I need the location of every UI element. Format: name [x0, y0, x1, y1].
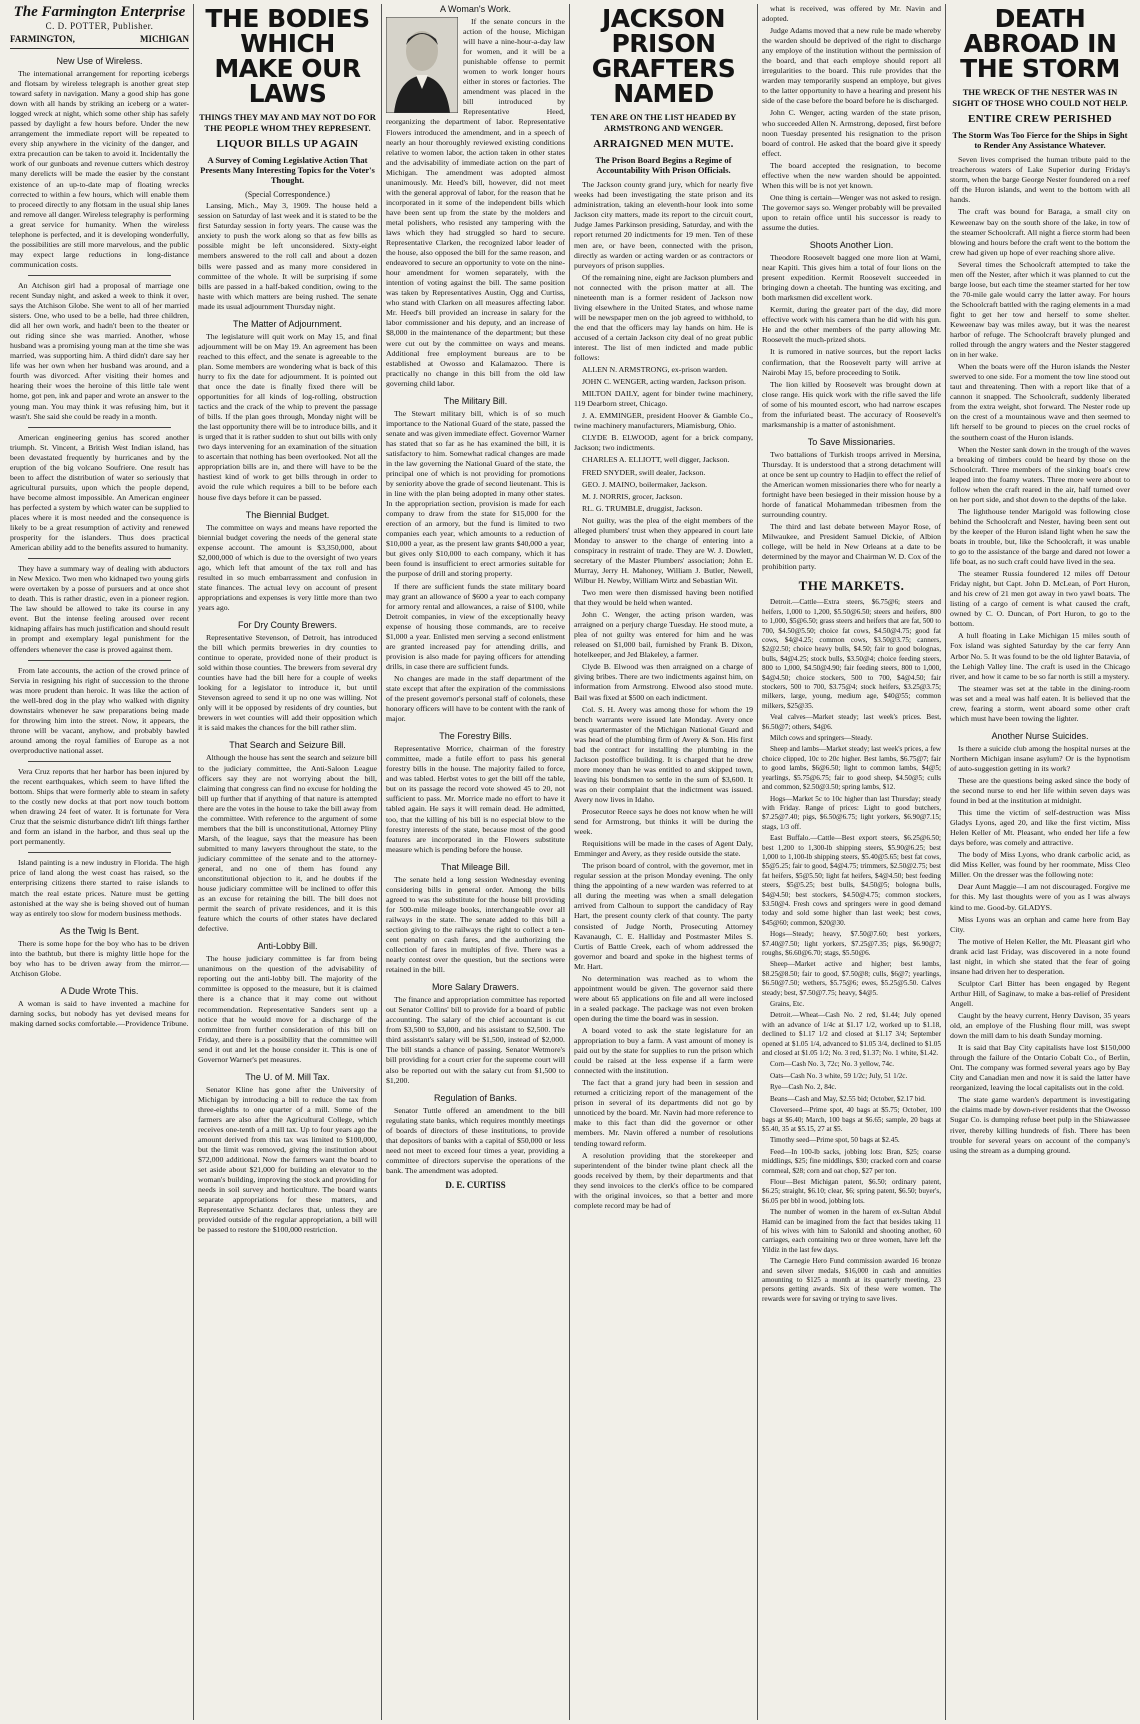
column-2	[194, 4, 382, 1720]
article-paragraph: Judge Adams moved that a new rule be made whereby the warden should be deprived of the right to discharge any employe of the institution without the permission of the board, and that each employe should report all irregularities to the board. This rule provides that the warden may temporarily suspend an employe, but gives to the latter opportunity to have a hearing and present his side of the case before the board before he is discharged.	[762, 26, 941, 106]
column-1	[6, 4, 194, 1720]
signature: D. E. CURTISS	[445, 1179, 506, 1190]
col2-articles	[198, 201, 377, 1235]
article-paragraph: Island painting is a new industry in Florida. The high price of land along the west coast has raised, so the enterprising citizens there started to raise islands to match the real estate prices. Nature must be getting astonished at the way she is being shoved out of human way as entirely too slow for modern business methods.	[10, 858, 189, 918]
column-3	[382, 4, 570, 1720]
article-paragraph: The house judiciary committee is far from being unanimous on the question of the advisability of reporting out the anti-lobby bill. The majority of the committee is opposed to the measure, but it is claimed there is a chance that it may come out without recommendation. Representative Sanders sent up a notice that he would move for a discharge of the committee from further consideration of this bill on Friday, and there is a possibility that the committee will send it out and let the house consider it. This is one of Governor Warner's pet measures.	[198, 954, 377, 1064]
article-paragraph: Is there a suicide club among the hospital nurses at the Northern Michigan insane asylum? Or is the hypnotism of auto-suggestion getting in its work?	[950, 743, 1130, 773]
article-title: The U. of M. Mill Tax.	[245, 1071, 330, 1082]
article-paragraph: It is said that Bay City capitalists have lost $150,000 through the failure of the Ontario Cobalt Co., of Berlin, Ont. The company was formed several years ago by Bay City and Canadian men and now it is said the latter have reorganized, leaving the local capitalists out in the cold.	[950, 1043, 1130, 1093]
article-paragraph: This time the victim of self-destruction was Miss Gladys Lyons, aged 20, and like the first victim, Miss Helen Keller of Mt. Pleasant, who ended her life a few days before, was comely and attractive.	[950, 808, 1130, 848]
col4-articles	[574, 180, 753, 1211]
article-paragraph: If there are sufficient funds the state military board may grant an allowance of $600 a year to each company for armory rental and allowances, a raise of $100, while Detroit companies, in view of the exceptionally heavy expense of housing those commands, are to receive $1,000 a year. Enlisted men serving a second enlistment are granted increased pay for attending drills, and provision is also made for paying officers for attending drills, in case there are sufficient funds.	[386, 581, 565, 671]
article-title: The Forestry Bills.	[439, 731, 512, 742]
subhead: ARRAIGNED MEN MUTE.	[593, 138, 734, 151]
headline: DEATH ABROAD IN THE STORM	[960, 4, 1120, 83]
article-paragraph: From late accounts, the action of the crowd prince of Servia in resigning his right of succession to the throne was more prudent than heroic. It was like the action of the well-bred dog in the play who walked with dignity downstairs whenever he saw preparations being made for throwing him into the street. Now, it appears, the throne will be vacant, anyhow, and probably bawled around among the royal families of Europe as a not overproductive national asset.	[10, 665, 189, 755]
column-6	[946, 4, 1134, 1720]
article-paragraph: The fact that a grand jury had been in session and returned a criticizing report of the management of the prison in several of its departments did not go by unnoticed by the board. Mr. Navin had more reference to make to this fact than did the governor or other members. Mr. Navin offered a number of resolutions tending toward reform.	[574, 1078, 753, 1148]
subhead: LIQUOR BILLS UP AGAIN	[216, 138, 359, 151]
article-title: More Salary Drawers.	[431, 982, 520, 993]
article-paragraph: The legislature will quit work on May 15, and final adjournment will be on May 19. An agreement has been reached to this effect, and the senate is agreeable to the plan. Some members are wondering what is back of this hurry to fix the date for adjournment. It is pointed out that once the date is finally fixed there will be opportunities for all kinds of log-rolling, obstruction tactics and the crack of the whip to prevent the passage of bills. If the plan goes through, Monday night will be the last opportunity there will be to introduce bills, and it is urged that it is rather sudden to shut out bills with only two days intervening for an examination of the situation to ascertain that nothing has been overlooked. Not all the appropriation bills are in, and there will have to be the hastiest kind of work to get bills through in order to avoid the rule which requires a bill to be before each house five days before it can be passed.	[198, 331, 377, 502]
article-paragraph: The international arrangement for reporting icebergs and flotsam by wireless telegraph is another great step toward safety in navigation. Many a good ship has gone down with all hands by striking an iceberg or a water-logged wreck at night, which some other ship has safely passed by daylight a few hours before. Under the new arrangement the immediate report will be repeated to every ship anywhere in the vicinity of the danger, and extra precaution can be taken to avoid it. Incidentally the work of our gunboats and revenue cutters which destroy many derelicts will be made the easier by the constant existence of an up-to-date map of floating wrecks corrected to within a few hours, which will enable them to proceed directly to any flotsam in the usual ship lanes and remove all danger. Wireless telegraphy is performing a great service for humanity. When the wireless telephone is perfected, and it is developing wonderfully, the possibilities are still more marvelous, and the public may expect large reductions in long-distance communication costs.	[10, 69, 189, 269]
article-paragraph: A woman is said to have invented a machine for darning socks, but nobody has yet devised means for making darned socks comfortable.—Providence Tribune.	[10, 998, 189, 1028]
article-paragraph: Theodore Roosevelt bagged one more lion at Wami, near Kapiti. This gives him a total of four lions on the present expedition. Kermit Roosevelt succeeded in bringing down a cheetah. The hunting was exciting, and both marksmen did excellent work.	[762, 253, 941, 303]
article-title: A Dude Wrote This.	[60, 985, 139, 996]
article-paragraph: Seven lives comprised the human tribute paid to the treacherous waters of Lake Superior during Friday's storm, when the barge George Nester foundered on a reef off the Huron islands, and went to the bottom with all hands.	[950, 155, 1130, 205]
masthead-city: FARMINGTON,	[10, 34, 75, 44]
market-entry: Detroit.—Wheat—Cash No. 2 red, $1.44; July opened with an advance of 1/4c at $1.17 1/2, worked up to $1.18, declined to $1.17 1/2 and closed at $1.17 3/4; September opened at $1.05 1/4, advanced to $1.05 3/4, declined to $1.05 and closed at $1.05 1/2; No. 3 red, $1.37; No. 1 white, $1.42.	[762, 1011, 941, 1058]
market-entry: The Carnegie Hero Fund commission awarded 16 bronze and seven silver medals, $16,000 in cash and annuities amounting to $125 a month at its quarterly meeting, 23 persons getting awards. Six of these were women. The rewards were for saving or trying to save lives.	[762, 1257, 941, 1303]
article-paragraph: The finance and appropriation committee has reported out Senator Collins' bill to provide for a board of public accounting. The salary of the chief accountant is cut from $3,500 to $3,000, and his assistant to $2,500. The third assistant's salary will be $1,500, instead of $2,000. The bill stands a chance of passing. Senator Wetmore's bill providing for a court crier for the supreme court will also be reported out with the salary cut from $1,500 to $1,200.	[386, 995, 565, 1085]
market-entry: Grains, Etc.	[770, 1000, 805, 1009]
article-paragraph: No changes are made in the staff department of the state except that after the expiration of the commissions of the present governor's personal staff of colonels, these honorary officers will have to be content with the rank of major.	[386, 673, 565, 724]
article-paragraph: The lion killed by Roosevelt was brought down at close range. His quick work with the rifle saved the life of some of his mounted escort, who had narrow escapes from the infuriated beast. The accuracy of Roosevelt's marksmanship is a matter of astonishment.	[762, 379, 941, 429]
article-paragraph: Sculptor Carl Bitter has been engaged by Regent Arthur Hill, of Saginaw, to make a bas-relief of President Angell.	[950, 978, 1130, 1008]
divider	[28, 275, 171, 276]
article-title: The Military Bill.	[443, 395, 508, 406]
market-entry: East Buffalo.—Cattle—Best export steers, $6.25@6.50; best 1,200 to 1,300-lb shipping steers, $5.90@6.25; best 1,000 to 1,100-lb shipping steers, $5.40@5.65; best fat cows, $5@5.25; fair to good, $4@4.75; trimmers, $2.50@2.75; best fat heifers, $5@5.50; light fat heifers, $4@4.50; best feeding steers, $5@5.25; best bulls, $4.50@5; bologna bulls, $4@4.50; best stockers, $4.50@4.75; common stockers, $3.50@4. Fresh cows and springers were in good demand today and sold some higher than last week; best cows, $45@60; common, $20@30.	[762, 834, 941, 927]
article-paragraph: The motive of Helen Keller, the Mt. Pleasant girl who drank acid last Friday, was discovered in a note found last night, in which she stated that the fear of going insane had driven her to desperation.	[950, 936, 1130, 976]
headline: JACKSON PRISON GRAFTERS NAMED	[591, 4, 736, 108]
article-paragraph: The craft was bound for Baraga, a small city on Keweenaw bay on the south shore of the lake, in tow of the steamer Schoolcraft. All night a fierce storm had been blowing and hours before the craft went to the bottom the crew had given up hope of ever reaching shore alive.	[950, 207, 1130, 257]
article-paragraph: The steamer was set at the table in the dining-room was set and a meal was half eaten. It is believed that the crew, fearing a storm, went aboard some other craft which must have been towing the lighter.	[950, 683, 1130, 723]
article-paragraph: A resolution providing that the storekeeper and superintendent of the binder twine plant check all the goods received by them, by their departments and that they send invoices to the clerk's office to be compared with the original invoices, so that a better and more complete record may be had of	[574, 1150, 753, 1210]
col5-articles	[762, 4, 941, 572]
deck: THE WRECK OF THE NESTER WAS IN SIGHT OF THOSE WHO COULD NOT HELP.	[952, 87, 1128, 108]
market-entry: Feed—In 100-lb sacks, jobbing lots: Bran, $25; coarse middlings, $25; fine middlings, $30; cracked corn and coarse cornmeal, $28; corn and oat chop, $27 per ton.	[762, 1147, 941, 1175]
article-paragraph: Several times the Schoolcraft attempted to take the men off the Nester, after which it was planned to cut the barge loose, but each time the steamer started for her tow the 70-mile gale would carry the latter away. For hours the Schoolcraft battled with the raging elements in a mad fight to get her tow and herself to some shelter. Keweenaw bay was miles away, but it was the nearest harbor of refuge. The Schoolcraft bravely plunged and rolled through the angry waters and the Nester staggered on in her wake.	[950, 259, 1130, 360]
article-title: For Dry County Brewers.	[237, 619, 338, 630]
article-paragraph: Representative Stevenson, of Detroit, has introduced the bill which permits breweries in dry counties to continue to operate, provided none of their product is sold within those counties. The brewers from several dry counties have had the bill here for a couple of weeks looking for a legislator to introduce it, but until Stevenson agreed to send it up no one was willing. Not only will it be opposed by residents of dry counties, but brewers in wet counties will add their opposition which it is said makes the chances for the bill rather slim.	[198, 632, 377, 733]
market-entry: Veal calves—Market steady; last week's prices. Best, $6.50@7; others, $4@6.	[762, 713, 941, 731]
market-entry: Flour—Best Michigan patent, $6.50; ordinary patent, $6.25; straight, $6.10; clear, $6; spring patent, $6.50; buyer's, $6.05 per bbl in wood, jobbing lots.	[762, 1177, 941, 1205]
market-entry: Oats—Cash No. 3 white, 59 1/2c; July, 51 1/2c.	[770, 1071, 908, 1080]
portrait-caption: A Woman's Work.	[440, 4, 511, 14]
article-paragraph: RL. G. TRUMBLE, druggist, Jackson.	[582, 503, 703, 513]
article-paragraph: John C. Wenger, the acting prison warden, was arraigned on a perjury charge Tuesday. He stood mute, a plea of not guilty was entered for him and he was released on $1,000 bail, furnished by Frank B. Dixon, hotelkeeper, and Jed Blakeley, a farmer.	[574, 610, 753, 660]
divider	[28, 558, 171, 559]
article-paragraph: One thing is certain—Wenger was not asked to resign. The governor says so. Wenger probably will be prevailed upon to retain office until his successor is ready to assume the duties.	[762, 192, 941, 232]
portrait-engraving	[386, 17, 458, 113]
market-entry: Sheep—Market active and higher; best lambs, $8.25@8.50; fair to good, $7.50@8; culls, $6@7; yearlings, $6.50@7.50; wethers, $5.75@6; ewes, $5.25@5.50. Calves steady; best, $7.50@7.75; heavy, $4@5.	[762, 960, 941, 997]
divider	[28, 427, 171, 428]
article-paragraph: Two men were then dismissed having been notified that they would be held when wanted.	[574, 588, 753, 608]
article-title: That Mileage Bill.	[440, 861, 511, 872]
article-paragraph: They have a summary way of dealing with abductors in New Mexico. Two men who kidnaped two young girls were overtaken by a posse of pursuers and at once shot to death. This is rather drastic, even in a pioneer region. The law should be allowed to take its course in any event. But the intense feeling aroused over recent kidnaping affairs has much justification and should result in prompt and exemplary legal punishment for the offenders whenever the case is proved against them.	[10, 564, 189, 654]
divider	[28, 761, 171, 762]
article-paragraph: CHARLES A. ELLIOTT, well digger, Jackson.	[582, 455, 730, 465]
market-entry: The number of women in the harem of ex-Sultan Abdul Hamid can be imagined from the fact that besides taking 11 of his wives with him to Salonikl and shooting another, 60 carriages, each containing two or three women, have left the Yildiz in the last few days.	[762, 1208, 941, 1254]
article-paragraph: Miss Lyons was an orphan and came here from Bay City.	[950, 914, 1130, 934]
article-paragraph: MILTON DAILY, agent for binder twine machinery, 119 Dearborn street, Chicago.	[574, 389, 753, 409]
article-title: As the Twig Is Bent.	[59, 925, 140, 936]
article-title: The Matter of Adjournment.	[232, 318, 343, 329]
columns	[6, 4, 1134, 1720]
article-paragraph: Prosecutor Reece says he does not know when he will send for Armstrong, but thinks it will be during the week.	[574, 807, 753, 837]
article-paragraph: The Stewart military bill, which is of so much importance to the National Guard of the state, passed the senate and was given immediate effect. Governor Warner has stated that so far as he has examined the bill, it is satisfactory to him. Somewhat radical changes are made in the law governing the National Guard of the state, the principal one of which is not providing for promotions by seniority above the grade of second lieutenant. This is in line with the plan being adopted in many other states. In the appropriation section, provision is made for each company to draw from the state for $15,000 for the erection of an armory, but the fund is limited to two companies each year, which amounts to a reduction of $10,000 a year, as the present law grants $40,000 a year, but gives only $10,000 to each company, which it has been found is insufficient to erect armories suitable for the purpose of drill and storing property.	[386, 408, 565, 579]
article-paragraph: The prison board of control, with the governor, met in regular session at the prison Monday evening. The only thing the appointing of a new warden was referred to at all during the meeting was when a small delegation arrived from Calhoun to support the candidacy of Ray Hart, the present county clerk of that county. The party consisted of Judge North, Prosecuting Attorney Kavanaugh, C. E. Halliday and Postmaster Miles S. Curtis of Battle Creek, each of whom addressed the governor and board and spoke in the highest terms of Mr. Hart.	[574, 861, 753, 971]
article-paragraph: The third and last debate between Mayor Rose, of Milwaukee, and President Samuel Dickie, of Albion college, will be held in New Orleans at a date to be determined by the mayor and Chairman W. D. Cox of the prohibition party.	[762, 522, 941, 572]
article-paragraph: When the boats were off the Huron islands the Nester swerved to one side. For a moment the tow line stood out taut and threatening. Then with a report like that of a cannon it snapped. The Schoolcraft, suddenly liberated from the extra weight, shot forward. The Nester rode up on the crest of a mountainous wave and then seemed to lift herself to be ground to pieces on the cruel rocks of the southern coast of the Huron islands.	[950, 362, 1130, 442]
article-title: Anti-Lobby Bill.	[257, 941, 318, 952]
article-title: Regulation of Banks.	[433, 1092, 518, 1103]
article-paragraph: The body of Miss Lyons, who drank carbolic acid, as did Miss Keller, was found by her roommate, Miss Cleo Miller. On the dresser was the following note:	[950, 850, 1130, 880]
deck: TEN ARE ON THE LIST HEADED BY ARMSTRONG AND WENGER.	[590, 112, 737, 133]
col1-articles	[10, 56, 189, 1029]
article-paragraph: No determination was reached as to whom the appointment would be given. The governor said there were about 65 applications on file and all were inclosed in a sealed package. The package was not even broken open during the time the board was in session.	[574, 973, 753, 1023]
article-paragraph: Requisitions will be made in the cases of Agent Daly, Emminger and Avery, as they reside outside the state.	[574, 839, 753, 859]
article-paragraph: The lighthouse tender Marigold was following close behind the Schoolcraft and Nester, having been sent out by the keeper of the Huron island light when he saw the boats in trouble, but, like the Schoolcraft, it was unable to go to the assistance of the barge and dared not lower a life boat, as no such craft could have lived in the sea.	[950, 506, 1130, 567]
market-entry: Rye—Cash No. 2, 84c.	[770, 1083, 837, 1092]
article-paragraph: Not guilty, was the plea of the eight members of the alleged plumbers' trust when they appeared in court late Monday to answer to the charge of entering into a conspiracy in restraint of trade. They are W. J. Dowlett, secretary of the Master Plumbers' association; John E. Murray, Jerry H. Mahoney, William J. Butler, Newell, Wilbur H. Newby, William Wirtz and Sebastian Wit.	[574, 515, 753, 585]
article-paragraph: J. A. EMMINGER, president Hoover & Gamble Co., twine machinery manufacturers, Miamisburg, Ohio.	[574, 411, 753, 431]
market-entry: Sheep and lambs—Market steady; last week's prices, a few choice clipped, 10c to 20c higher. Best lambs, $6.75@7; fair to good lambs, $6@6.50; light to common lambs, $4@5; yearlings, $5.75@6.75; fair to good sheep, $4.50@5; culls and common, $2.50@3.50; spring lambs, $12.	[762, 745, 941, 792]
market-entry: Corn—Cash No. 3, 72c; No. 3 yellow, 74c.	[770, 1060, 895, 1069]
column-4	[570, 4, 758, 1720]
market-entry: Hogs—Steady; heavy, $7.50@7.60; best yorkers, $7.40@7.50; light yorkers, $7.25@7.35; pigs, $6.90@7; roughs, $6.60@6.70; stags, $5.50@6.	[762, 930, 941, 958]
article-paragraph: Representative Morrice, chairman of the forestry committee, made a futile effort to pass his general forestry bills in the house. The majority failed to force, and was tabled. Herbst votes to get the bill off the table, but on its passage the record vote showed 45 to 20, not sufficient to pass. Mr. Morrice made no effort to have it tabled again. He says it will remain dead. He admitted, too, that the killing of his bill is no especial blow to the forestry interests of the state, because most of the good features are incorporated in the Flowers substitute measure which is pending before the house.	[386, 744, 565, 854]
correspondence-line: (Special Correspondence.)	[245, 190, 330, 200]
article-paragraph: Of the remaining nine, eight are Jackson plumbers and not connected with the prison matter at all. The nineteenth man is a former resident of Jackson now living elsewhere in the United States, and whose name will be newspaper men on the job agreed to withhold, to the end that the officers may lay hands on him. He is accused of a certain Jackson city deal of no great public interest. The list of men indicted and made public follows:	[574, 272, 753, 363]
article-paragraph: These are the questions being asked since the body of the second nurse to end her life within seven days was found in bed at the institution at midnight.	[950, 775, 1130, 806]
article-paragraph: The Jackson county grand jury, which for nearly five weeks had been investigating the state prison and its administration, taking an eleventh-hour look into some Jackson city matters, made its report to the circuit court, Judge James Parkinson presiding, Saturday, and with the report returned 20 indictments for 19 men. Ten of these men are, or have been, connected with the prison, directly as warden or acting warden or as contractors or purveyors of prison supplies.	[574, 180, 753, 270]
subdeck: A Survey of Coming Legislative Action That Presents Many Interesting Topics for the Voter's Thought.	[200, 155, 375, 186]
article-paragraph: There is some hope for the boy who has to be driven into the bathtub, but there is mighty little hope for the boy who has to be driven away from the mirror.—Atchison Globe.	[10, 938, 189, 978]
article-paragraph: Kermit, during the greater part of the day, did more effective work with his camera than he did with his gun. He and the other members of the party allowing Mr. Roosevelt the much-prized shots.	[762, 305, 941, 345]
article-paragraph: A board voted to ask the state legislature for an appropriation to buy a farm. A vast amount of money is paid out by the state for supplies to run the prison which could be raised at the less expense if a farm were connected with the institution.	[574, 1026, 753, 1076]
market-entry: Timothy seed—Prime spot, 50 bags at $2.45.	[770, 1136, 900, 1145]
article-paragraph: Col. S. H. Avery was among those for whom the 19 bench warrants were issued late Monday. Avery once was quartermaster of the Michigan National Guard and was head of the plumbing firm of Avery & Son. His first bad the contract for installing the plumbing in the Jackson postoffice building. It is charged that he drew more money than he was entitled to and skipped town, leaving his bondsmen to settle in the sum of $3,600. It was on their complaint that the indictment was issued. Avery now lives in Idaho.	[574, 704, 753, 804]
markets-title: THE MARKETS.	[798, 578, 905, 594]
paper-name: The Farmington Enterprise	[13, 4, 186, 20]
article-paragraph: When the Nester sank down in the trough of the waves a breaking of timbers could be heard by those on the Schoolcraft. Three members of the sinking boat's crew leaped into the foamy waters. Three more were about to follow when the craft reared in the air, half turned over on her port side, and shot down to the depths of the lake.	[950, 444, 1130, 504]
divider	[28, 852, 171, 853]
deck: THINGS THEY MAY AND MAY NOT DO FOR THE PEOPLE WHOM THEY REPRESENT.	[199, 112, 376, 133]
market-entry: Cloverseed—Prime spot, 40 bags at $5.75; October, 100 bags at $6.40; March, 100 bags at $6.65; sample, 20 bags at $5.40, 35 at $5.15, 27 at $5.	[762, 1106, 941, 1133]
article-paragraph: The committee on ways and means have reported the biennial budget covering the needs of the general state expense account. The amount is $3,350,000, about $2,000,000 of which is due to the oversight of two years ago, which left that amount of the tax roll and has resulted in so much embarrassment and confusion in state finances. The actual levy on account of present appropriations and expenses is very little more than two years ago.	[198, 522, 377, 612]
article-paragraph: A hull floating in Lake Michigan 15 miles south of Fox island was sighted Saturday by the car ferry Ann Arbor No. 5. It was found to be the old lighter Batavia, of the Lehigh Valley line. The craft is used in the Chicago river, and how it came to be so far north is still a mystery.	[950, 631, 1130, 681]
article-title: Another Nurse Suicides.	[991, 730, 1089, 741]
subdeck: The Prison Board Begins a Regime of Accountability With Prison Officials.	[595, 155, 732, 176]
article-paragraph: GEO. J. MAINO, boilermaker, Jackson.	[582, 479, 708, 489]
article-title: New Use of Wireless.	[56, 56, 143, 66]
article-paragraph: Two battalions of Turkish troops arrived in Mersina, Thursday. It is understood that a strong detachment will at once be sent up country to Hadjin to effect the relief of the American women missionaries there who for nearly a fortnight have been besieged in their mission house by a horde of fanatical Mohammedan tribesmen from the surrounding country.	[762, 449, 941, 520]
col6-articles	[950, 155, 1130, 1155]
article-paragraph: M. J. NORRIS, grocer, Jackson.	[582, 491, 683, 501]
article-paragraph: If the senate concurs in the action of the house, Michigan will have a nine-hour-a-day law for women, and it will be a punishable offense to permit women to work longer hours either in stores or factories. The amendment was placed in the bill introduced by Representative Heed, reorganizing the department of labor. Representative Flowers introduced the amendment, and in a speech of nearly an hour thoroughly reviewed existing conditions relative to women labor, the action taken in other states and the advisability of immediate action on the part of Michigan. The amendment was adopted almost unanimously. Mr. Heed's bill, however, did not meet with the general approval of labor, for the reason that he incorporated in it some of the independent bills which have been sent up from the state by the molders and metal polishers, who resisted any tampering with the laws which they had struggled so hard to secure. Representative Clarken, the recognized labor leader of the house, also opposed the bill for the same reason, and endeavored to secure an opportunity to vote on the nine-hour amendment for women separately, with the intention of voting against the bill. The same position was taken by Representatives Austin, Ogg and Curtiss, who stand with Clarken on all measures affecting labor. Mr. Heed's bill provided an increase in salary for the labor commissioner and his deputy, and an increase of $8,000 in the maintenance of the department; but these were cut out by the committee on ways and means. Additional free employment bureaus are to be established at Owosso and Kalamazoo. There is practically no change in this bill from the old law governing child labor.	[386, 17, 565, 388]
article-paragraph: ALLEN N. ARMSTRONG, ex-prison warden.	[582, 365, 728, 375]
publisher: C. D. POTTER, Publisher.	[45, 21, 154, 31]
market-entry: Beans—Cash and May, $2.55 bid; October, $2.17 bid.	[770, 1094, 926, 1103]
article-paragraph: FRED SNYDER, swill dealer, Jackson.	[582, 467, 706, 477]
masthead-dateline	[10, 34, 189, 44]
article-title: To Save Missionaries.	[807, 436, 896, 447]
article-paragraph: CLYDE B. ELWOOD, agent for a brick company, Jackson; two indictments.	[574, 433, 753, 453]
article-paragraph: The board accepted the resignation, to become effective when the new warden should be appointed. When this will be is not yet known.	[762, 160, 941, 190]
article-paragraph: Lansing, Mich., May 3, 1909. The house held a session on Saturday of last week and it is stated to be the first Saturday session in forty years. The cause was the anxiety to push the work along so that as few bills as possible might be left unconsidered. Sixty-eight members answered to the roll call and about a dozen bills were passed and as many more considered in committee of the whole. It will be surprising if some bills are passed in a half-baked condition, owing to the haste with which matters are being rushed. The senate made its usual adjournment Thursday night.	[198, 201, 377, 311]
article-paragraph: Clyde B. Elwood was then arraigned on a charge of giving bribes. There are two indictments against him, on information from Armstrong. Elwood also stood mute. Bail was fixed at $500 on each indictment.	[574, 662, 753, 702]
subdeck: The Storm Was Too Fierce for the Ships in Sight to Render Any Assistance Whatever.	[952, 130, 1128, 151]
divider	[28, 660, 171, 661]
article-title: Shoots Another Lion.	[809, 240, 894, 251]
article-paragraph: An Atchison girl had a proposal of marriage one recent Sunday night, and asked a week to think it over, says the Atchison Globe. She went to all of her married sisters. One, who used to be a belle, had three children, did all her own work, and hadn't been to the theater or out riding since she was married. Another, whose husband was a promising young man at the time she was married, was supporting him. A third didn't dare say her life was her own when her husband was around, and a fourth was divorced. After visiting their homes and hearing their woes the heroine of this little tale went home, got pen, ink and paper and wrote an answer to the young man. You may think it was refusing him, but it wasn't. She said she could be ready in a month.	[10, 280, 189, 421]
article-paragraph: Caught by the heavy current, Henry Davison, 35 years old, an employe of the Flushing flour mill, was swept down the mill dam to his death Sunday morning.	[950, 1011, 1130, 1041]
headline: THE BODIES WHICH MAKE OUR LAWS	[205, 4, 370, 108]
column-5	[758, 4, 946, 1720]
market-entry: Hogs—Market 5c to 10c higher than last Thursday; steady with Friday. Range of prices: Light to good butchers, $7.25@7.40; pigs, $6.50@6.75; light yorkers, $6.90@7.15; stags, 1/3 off.	[762, 794, 941, 831]
article-paragraph: Senator Tuttle offered an amendment to the bill regulating state banks, which requires monthly meetings of boards of directors of these institutions, to provide that depositors of banks with a capital of $50,000 or less need not meet to exceed four times a year, providing a committee of directors supervise the operations of the bank. The amendment was adopted.	[386, 1105, 565, 1175]
article-title: That Search and Seizure Bill.	[229, 740, 346, 751]
subhead: ENTIRE CREW PERISHED	[968, 113, 1112, 126]
market-entry: Milch cows and springers—Steady.	[770, 734, 873, 743]
article-paragraph: Although the house has sent the search and seizure bill to the judiciary committee, the Anti-Saloon League officers say they are not worrying about the bill, claiming that congress can find no excuse for holding the bill up further that if anything of that nature is attempted there are the votes in the house to take the bill away from the committee. With reference to the argument of some members that the bill is unconstitutional, Attorney Pliny Marsh, of the league, says that the measure has been submitted to many lawyers throughout the state, to the judiciary committee of the senate and to the attorney-general, and no one of them has found any unconstitutional objection to it, and he doubts if the house judiciary committee will be inclined to offer this as an excuse for retaining the bill. The bill does not permit the search of private residences, and it is this feature which the courts of other states have declared defective.	[198, 753, 377, 934]
article-paragraph: The steamer Russia foundered 12 miles off Detour Friday night, but Capt. John D. McLean, of Port Huron, and his crew of 21 men got away in two yawl boats. The listing of a cargo of cement is what caused the craft, owned by C. O. Duncan, of Port Huron, to go to the bottom.	[950, 569, 1130, 629]
article-paragraph: Senator Kline has gone after the University of Michigan by introducing a bill to reduce the tax from three-eighths to one quarter of a mill. Some of the farmers are also after the Agricultural College, which receives one-tenth of a mill tax. Up to four years ago the amount derived from this tax was limited to $100,000, but the limit was removed, giving the institution about $72,000 additional. Now the farmers want the board to set aside about $21,000 for building an elevator to the woman's building, improving the stock and providing for needs in soil survey and horticulture. The board wants separate appropriations for these matters, and Representative Schantz declares that, unless they are provided outside of the regular appropriation, a bill will be passed to restore the $100,000 restriction.	[198, 1084, 377, 1235]
article-paragraph: The senate held a long session Wednesday evening considering bills in general order. Among the bills agreed to was the substitute for the house bill providing for 500-mile mileage books, interchangeable over all railways in the state. The senate added to this bill a section giving to the railways the right to collect a ten-cent penalty on cash fares, and the authorizing the collection of fares in multiples of five. There was a nearly contest over the question, but the sections were retained in the bill.	[386, 874, 565, 975]
article-paragraph: what is received, was offered by Mr. Navin and adopted.	[762, 4, 941, 24]
article-paragraph: John C. Wenger, acting warden of the state prison, who succeeded Allen N. Armstrong, deposed, first before noon Tuesday presented his resignation to the prison board of control. He asked that the board give it speedy effect.	[762, 108, 941, 158]
masthead-state: MICHIGAN	[140, 34, 189, 44]
masthead	[10, 4, 189, 49]
article-paragraph: JOHN C. WENGER, acting warden, Jackson prison.	[582, 377, 746, 387]
article-paragraph: It is rumored in native sources, but the report lacks confirmation, that the Roosevelt party will arrive at Nairobi May 15, before proceeding to Sotik.	[762, 347, 941, 377]
article-paragraph: Vera Cruz reports that her harbor has been injured by the recent earthquakes, which seem to have lifted the bottom. Ships that were formerly able to steam in safety to the costly new docks at that port now touch bottom when drawing 24 feet of water. It is fortunate for Vera Cruz that the seismic disturbance didn't lift things farther and form an island in the harbor, and thus seal up the port permanently.	[10, 767, 189, 847]
col3-articles	[386, 17, 565, 1176]
markets-list	[762, 598, 941, 1304]
article-paragraph: The state game warden's department is investigating the claims made by down-river residents that the Owosso Sugar Co. is dumping refuse beet pulp in the Shiawassee river, thereby killing hundreds of fish. There has been trouble for several years on account of the company's using the stream as a dumping ground.	[950, 1095, 1130, 1155]
article-title: The Biennial Budget.	[245, 509, 330, 520]
article-paragraph: American engineering genius has scored another triumph. St. Vincent, a British West Indian island, has been devastated frequently by hurricanes and by the eruption of the big volcano Soufriere. One result has been to affect the distribution of water so seriously that agricultural pursuits, upon which the people depend, have become almost impossible. An American engineer has perfected a system by which water can be supplied to places where it is most needed and the consequence is likely to be a great resumption of activity and renewed prosperity for the islanders. Thus does practical American ability add to the benefits assured to humanity.	[10, 432, 189, 553]
article-paragraph: Dear Aunt Maggie—I am not discouraged. Forgive me for this. My last thoughts were of you as I was always kind to me. Good-by. GLADYS.	[950, 882, 1130, 912]
market-entry: Detroit.—Cattle—Extra steers, $6.75@6; steers and heifers, 1,000 to 1,200, $5.50@6.50; steers and heifers, 800 to 1,000, $5@6.50; grass steers and heifers that are fat, 500 to 700, $4.50@5.50; choice fat cows, $4.50@4.75; good fat cows, $4@4.25; common cows, $3.50@3.75; canners, $2@2.50; choice heavy bulls, $4.50; fair to good bolognas, bulls, $4@4.25; stock bulls, $3.50@4; choice feeding steers, 800 to 1,000, $4.50@4.90; fair feeding steers, 800 to 1,000, $4@4.50; choice stockers, 500 to 700, $4@4.50; fair stockers, 500 to 700, $3.75@4; stock heifers, $3.25@3.75; milkers, large, young, medium age, $40@55; common milkers, $25@35.	[762, 598, 941, 710]
